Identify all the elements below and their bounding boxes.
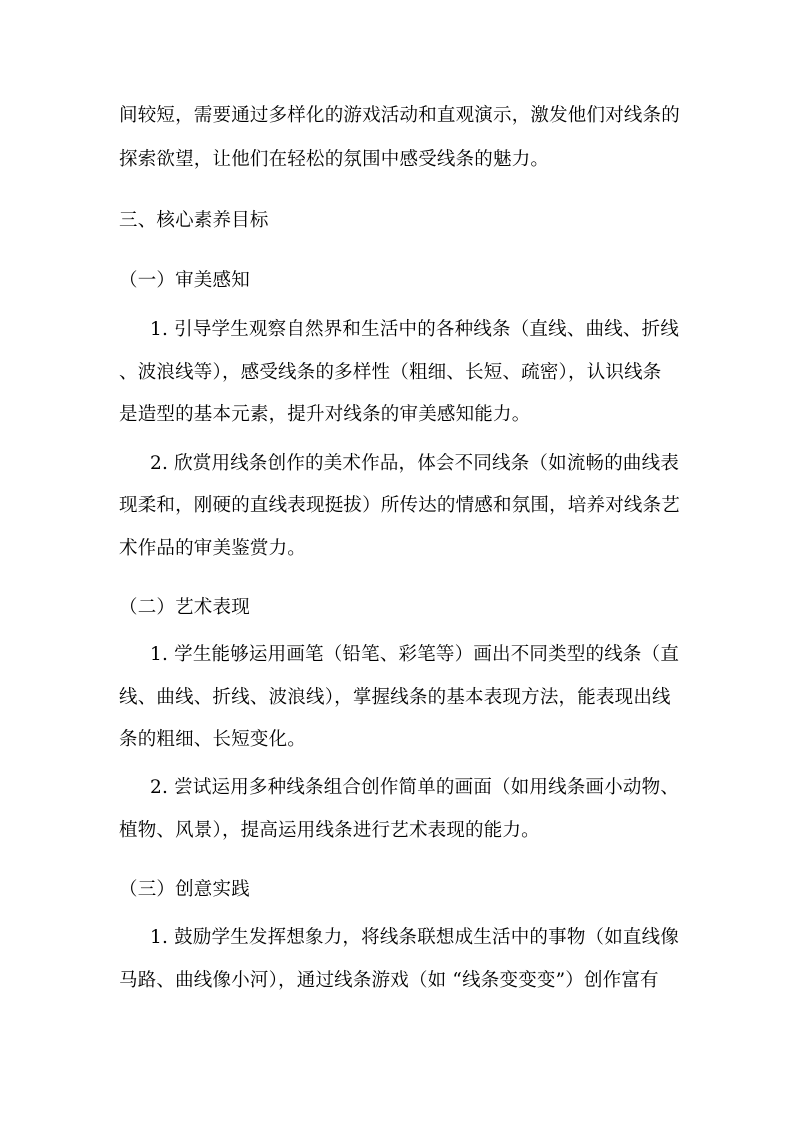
paragraph-line: 1. 鼓励学生发挥想象力，将线条联想成生活中的事物（如直线像 <box>150 927 680 948</box>
subsection-heading: （一）审美感知 <box>119 270 250 291</box>
subsection-heading: （二）艺术表现 <box>119 597 250 618</box>
paragraph-line: 是造型的基本元素，提升对线条的审美感知能力。 <box>119 404 531 425</box>
paragraph-line: 1. 学生能够运用画笔（铅笔、彩笔等）画出不同类型的线条（直 <box>150 644 680 665</box>
section-title: 三、核心素养目标 <box>119 210 269 231</box>
paragraph-line: 2. 尝试运用多种线条组合创作简单的画面（如用线条画小动物、 <box>150 777 680 798</box>
paragraph-line: 现柔和，刚硬的直线表现挺拔）所传达的情感和氛围，培养对线条艺 <box>119 495 681 516</box>
paragraph-line: 探索欲望，让他们在轻松的氛围中感受线条的魅力。 <box>119 149 550 170</box>
paragraph-line: 条的粗细、长短变化。 <box>119 729 307 750</box>
paragraph-line: 马路、曲线像小河），通过线条游戏（如 “线条变变变”）创作富有 <box>119 970 659 991</box>
paragraph-line: 2. 欣赏用线条创作的美术作品，体会不同线条（如流畅的曲线表 <box>150 453 680 474</box>
paragraph-line: 植物、风景），提高运用线条进行艺术表现的能力。 <box>119 820 540 841</box>
paragraph-line: 线、曲线、折线、波浪线），掌握线条的基本表现方法，能表现出线 <box>119 687 671 708</box>
paragraph-line: 、波浪线等），感受线条的多样性（粗细、长短、疏密），认识线条 <box>119 362 662 383</box>
paragraph-line: 1. 引导学生观察自然界和生活中的各种线条（直线、曲线、折线 <box>150 319 680 340</box>
paragraph-line: 术作品的审美鉴赏力。 <box>119 538 307 559</box>
subsection-heading: （三）创意实践 <box>119 879 250 900</box>
paragraph-line: 间较短，需要通过多样化的游戏活动和直观演示，激发他们对线条的 <box>119 105 681 126</box>
